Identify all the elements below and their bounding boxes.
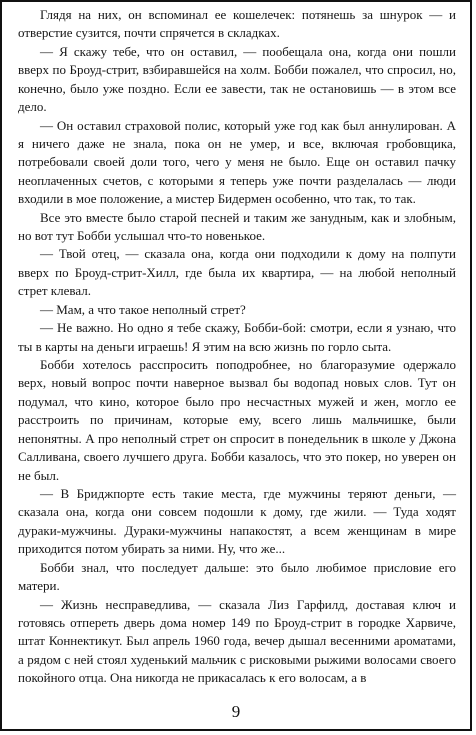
paragraph-6: — Мам, а что такое неполный стрет? (40, 301, 246, 317)
paragraph-8: Бобби хотелось расспросить поподробнее, но благоразумие одержало верх, новый вопрос почти наверное вызвал бы водопад новых слов. Тут он подумал, что кино, которое было про несчастных мужей и жен, могло ее расстроить по причинам, которые ему, всего лишь мальчишке, были непонятны. А про неполный стрет он спросит в понедельник в школе у Джона Салливана, своего лучшего друга. Бобби казалось, что это покер, но уверен он не был. (18, 357, 456, 483)
paragraph-11: — Жизнь несправедлива, — сказала Лиз Гарфилд, доставая ключ и готовясь отпереть дверь дома номер 149 по Броуд-стрит в городке Харвиче, штат Коннектикут. Был апрель 1960 года, вечер дышал весенними ароматами, а рядом с ней стоял худенький мальчик с рисковыми рыжими волосами своего покойного отца. Она никогда не прикасалась к его волосам, а в (18, 596, 456, 686)
paragraph-9: — В Бриджпорте есть такие места, где мужчины теряют деньги, — сказала она, когда они совсем подошли к дому, где жили. — Туда ходят дураки-мужчины. Дураки-мужчины напакостят, а всем женщинам в мире приходится потом убирать за ними. Ну, что же... (18, 485, 456, 557)
body-text (18, 6, 456, 688)
paragraph-5: — Твой отец, — сказала она, когда они подходили к дому на полпути вверх по Броуд-стрит-Хилл, где была их квартира, — на любой неполный стрет клевал. (18, 246, 456, 299)
paragraph-7: — Не важно. Но одно я тебе скажу, Бобби-бой: смотри, если я узнаю, что ты в карты на деньги играешь! Я этим на всю жизнь по горло сыта. (18, 320, 456, 354)
paragraph-1: Глядя на них, он вспоминал ее кошелечек: потянешь за шнурок — и отверстие сузится, почти спрячется в складках. (18, 7, 456, 41)
paragraph-10: Бобби знал, что последует дальше: это было любимое присловие его матери. (18, 559, 456, 594)
paragraph-2: — Я скажу тебе, что он оставил, — пообещала она, когда они пошли вверх по Броуд-стрит, взбиравшейся на холм. Бобби пожалел, что спросил, но, конечно, было уже поздно. Если ее завести, так не остановишь — в этом все дело. (18, 43, 456, 115)
paragraph-3: — Он оставил страховой полис, который уже год как был аннулирован. А я ничего даже не знала, пока он не умер, и все, включая гробовщика, потребовали своей доли того, чего у меня не было. Еще он оставил пачку неоплаченных счетов, с которыми я теперь уже почти разделалась — люди входили в мое положение, а мистер Бидермен особенно, что так, то так. (18, 117, 456, 207)
paragraph-4: Все это вместе было старой песней и таким же занудным, как и злобным, но вот тут Бобби услышал что-то новенькое. (18, 209, 456, 244)
page-number: 9 (231, 702, 241, 721)
